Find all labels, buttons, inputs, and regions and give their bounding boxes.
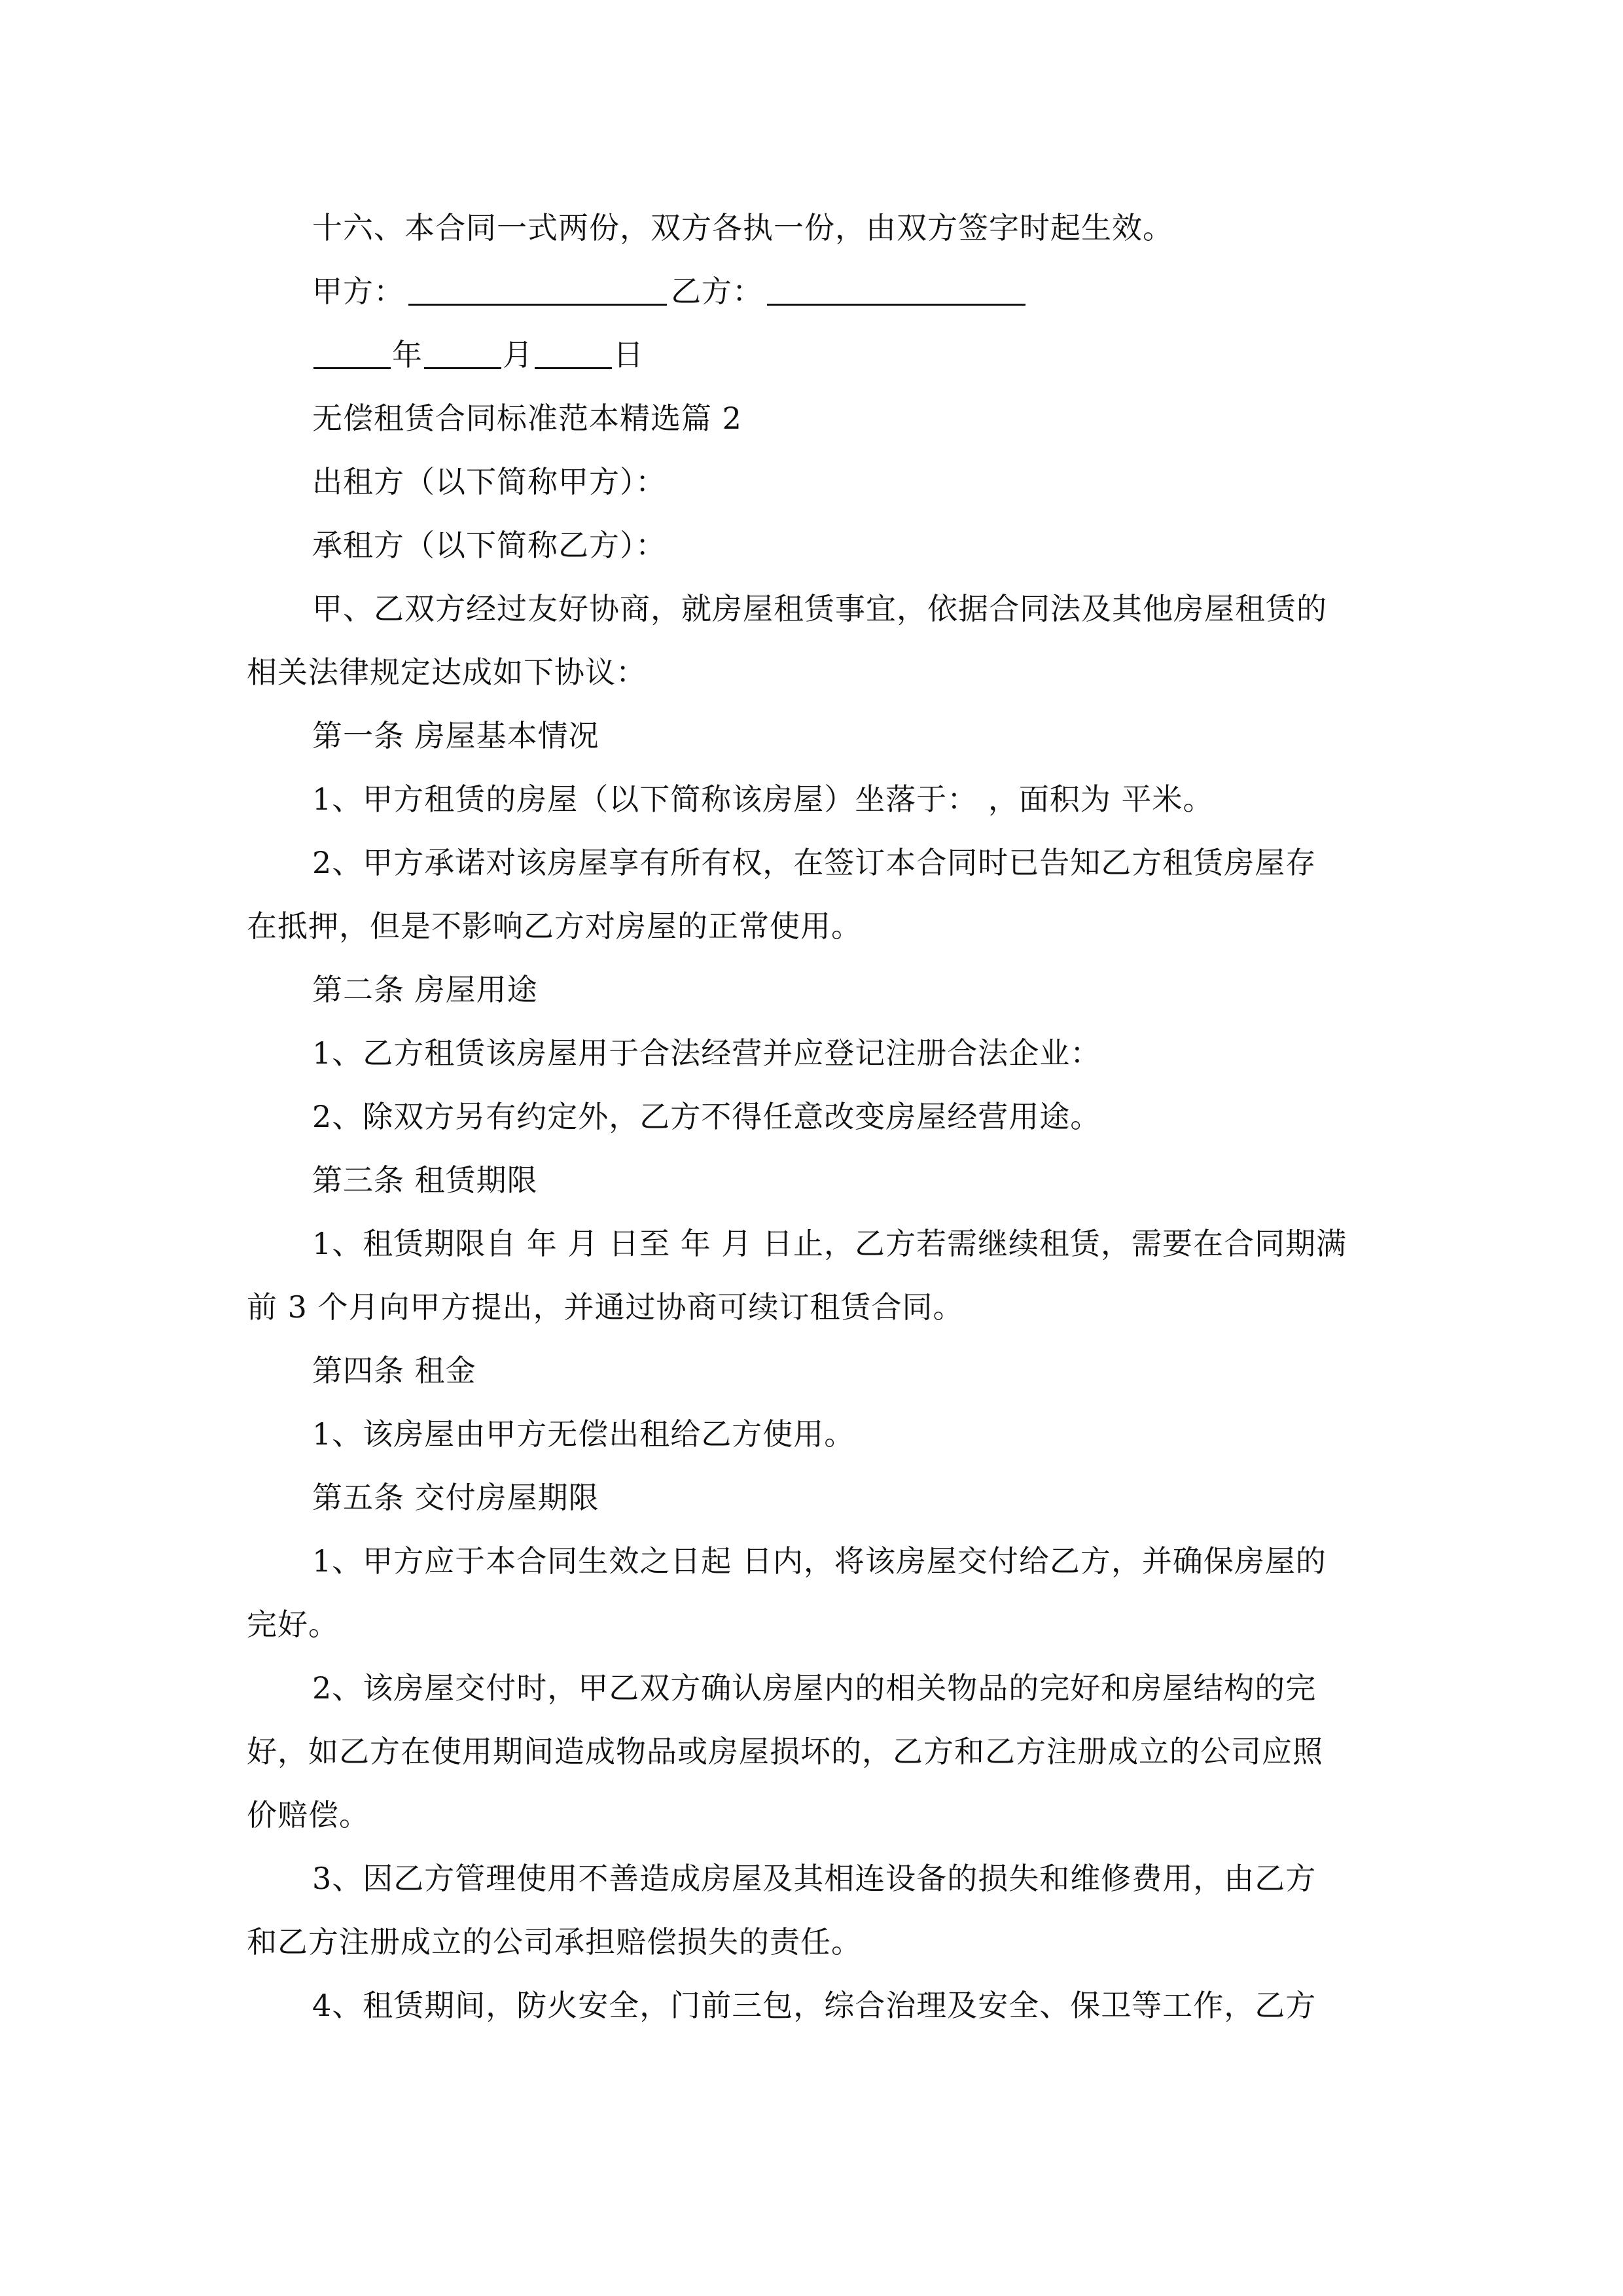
party-a-signature-blank (408, 270, 667, 306)
year-label: 年 (392, 337, 423, 372)
article-1-item-1: 1、甲方租赁的房屋（以下简称该房屋）坐落于： ，面积为 平米。 (312, 781, 1214, 817)
article-1-item-2-line-1: 2、甲方承诺对该房屋享有所有权，在签订本合同时已告知乙方租赁房屋存 (312, 845, 1317, 880)
signature-parties (247, 260, 1379, 323)
party-a-label: 甲方： (312, 274, 404, 309)
intro-paragraph-line-2: 相关法律规定达成如下协议： (247, 655, 647, 690)
clause-16: 十六、本合同一式两份，双方各执一份，由双方签字时起生效。 (312, 210, 1173, 245)
article-2-item-1: 1、乙方租赁该房屋用于合法经营并应登记注册合法企业： (312, 1035, 1101, 1071)
article-4-title: 第四条 租金 (312, 1353, 476, 1388)
section-title: 无偿租赁合同标准范本精选篇 2 (312, 401, 742, 436)
month-label: 月 (503, 337, 533, 372)
party-b-signature-blank (767, 270, 1026, 306)
article-5-title: 第五条 交付房屋期限 (312, 1480, 599, 1515)
day-label: 日 (613, 337, 644, 372)
article-5-item-1-line-1: 1、甲方应于本合同生效之日起 日内，将该房屋交付给乙方，并确保房屋的 (312, 1543, 1327, 1579)
lessee-line: 承租方（以下简称乙方）： (312, 528, 666, 563)
article-5-item-2-line-2: 好，如乙方在使用期间造成物品或房屋损坏的，乙方和乙方注册成立的公司应照 (247, 1734, 1323, 1769)
article-3-title: 第三条 租赁期限 (312, 1162, 538, 1198)
document-body (247, 196, 1379, 2037)
lessor-line: 出租方（以下简称甲方）： (312, 464, 666, 499)
year-blank (313, 333, 391, 369)
article-1-item-2-line-2: 在抵押，但是不影响乙方对房屋的正常使用。 (247, 908, 862, 944)
article-5-item-3-line-1: 3、因乙方管理使用不善造成房屋及其相连设备的损失和维修费用，由乙方 (312, 1861, 1317, 1896)
intro-paragraph-line-1: 甲、乙双方经过友好协商，就房屋租赁事宜，依据合同法及其他房屋租赁的 (312, 591, 1327, 626)
article-5-item-2-line-1: 2、该房屋交付时，甲乙双方确认房屋内的相关物品的完好和房屋结构的完 (312, 1670, 1317, 1706)
article-5-item-2-line-3: 价赔偿。 (247, 1797, 370, 1833)
article-3-item-1-line-1: 1、租赁期限自 年 月 日至 年 月 日止，乙方若需继续租赁，需要在合同期满 (312, 1226, 1347, 1261)
article-5-item-1-line-2: 完好。 (247, 1607, 339, 1642)
party-b-label: 乙方： (671, 274, 763, 309)
month-blank (424, 333, 501, 369)
article-3-item-1-line-2: 前 3 个月向甲方提出，并通过协商可续订租赁合同。 (247, 1289, 964, 1325)
article-2-title: 第二条 房屋用途 (312, 972, 538, 1007)
article-4-item-1: 1、该房屋由甲方无偿出租给乙方使用。 (312, 1416, 855, 1452)
article-1-title: 第一条 房屋基本情况 (312, 718, 599, 753)
article-2-item-2: 2、除双方另有约定外，乙方不得任意改变房屋经营用途。 (312, 1099, 1101, 1134)
article-5-item-4-line-1: 4、租赁期间，防火安全，门前三包，综合治理及安全、保卫等工作，乙方 (312, 1988, 1317, 2023)
article-5-item-3-line-2: 和乙方注册成立的公司承担赔偿损失的责任。 (247, 1924, 862, 1960)
signature-date (247, 323, 1379, 387)
day-blank (535, 333, 612, 369)
